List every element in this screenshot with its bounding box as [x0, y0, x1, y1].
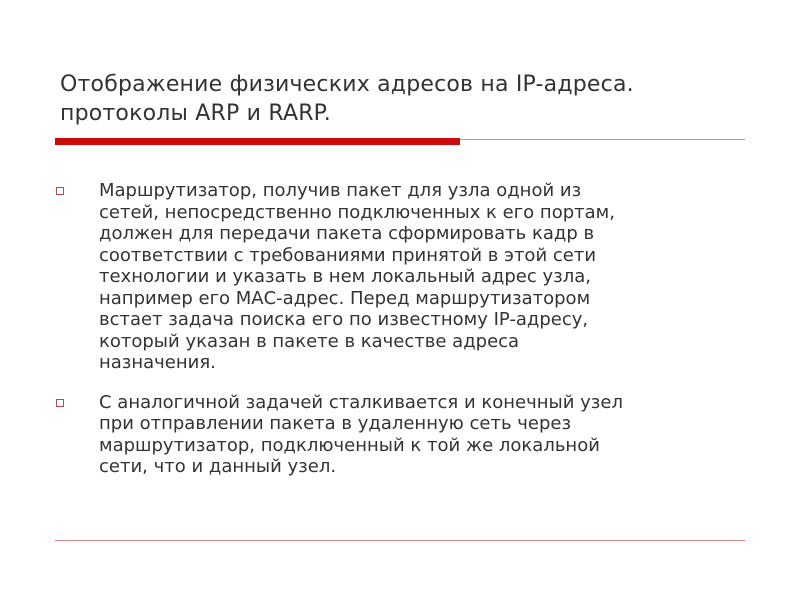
title-accent-bar [55, 138, 460, 145]
bullet-1-line-8: который указан в пакете в качестве адреса [99, 330, 520, 352]
footer-divider-line [55, 540, 745, 541]
slide-title [60, 70, 760, 128]
bullet-1-line-7: встает задача поиска его по известному IP-адресу, [99, 309, 589, 330]
bullet-1-line-5: технологии и указать в нем локальный адрес узла, [99, 266, 591, 287]
bullet-1-line-9: назначения. [99, 352, 216, 373]
bullet-1-line-6: например его МАС-адрес. Перед маршрутизатором [99, 287, 591, 309]
bullet-2-line-4: сети, что и данный узел. [99, 456, 337, 477]
square-bullet-icon [56, 399, 64, 407]
bullet-2-line-3: маршрутизатор, подключенный к той же локальной [99, 434, 600, 456]
bullet-2-line-2: при отправлении пакета в удаленную сеть через [99, 413, 572, 434]
bullet-1-line-2: сетей, непосредственно подключенных к его портам, [99, 201, 615, 223]
square-bullet-icon [56, 187, 64, 195]
bullet-1-line-3: должен для передачи пакета сформировать кадр в [99, 223, 595, 244]
bullet-list [55, 180, 755, 496]
bullet-item-1 [55, 180, 755, 374]
bullet-1-line-4: соответствии с требованиями принятой в этой сети [99, 244, 597, 266]
bullet-2-line-1: С аналогичной задачей сталкивается и конечный узел [99, 391, 623, 413]
bullet-text [99, 180, 755, 374]
slide-title-line-2: протоколы ARP и RARP. [60, 101, 331, 126]
bullet-text [99, 392, 755, 478]
bullet-item-2 [55, 392, 755, 478]
bullet-1-line-1: Маршрутизатор, получив пакет для узла одной из [99, 180, 582, 201]
slide-title-line-1: Отображение физических адресов на IP-адреса. [60, 72, 634, 97]
